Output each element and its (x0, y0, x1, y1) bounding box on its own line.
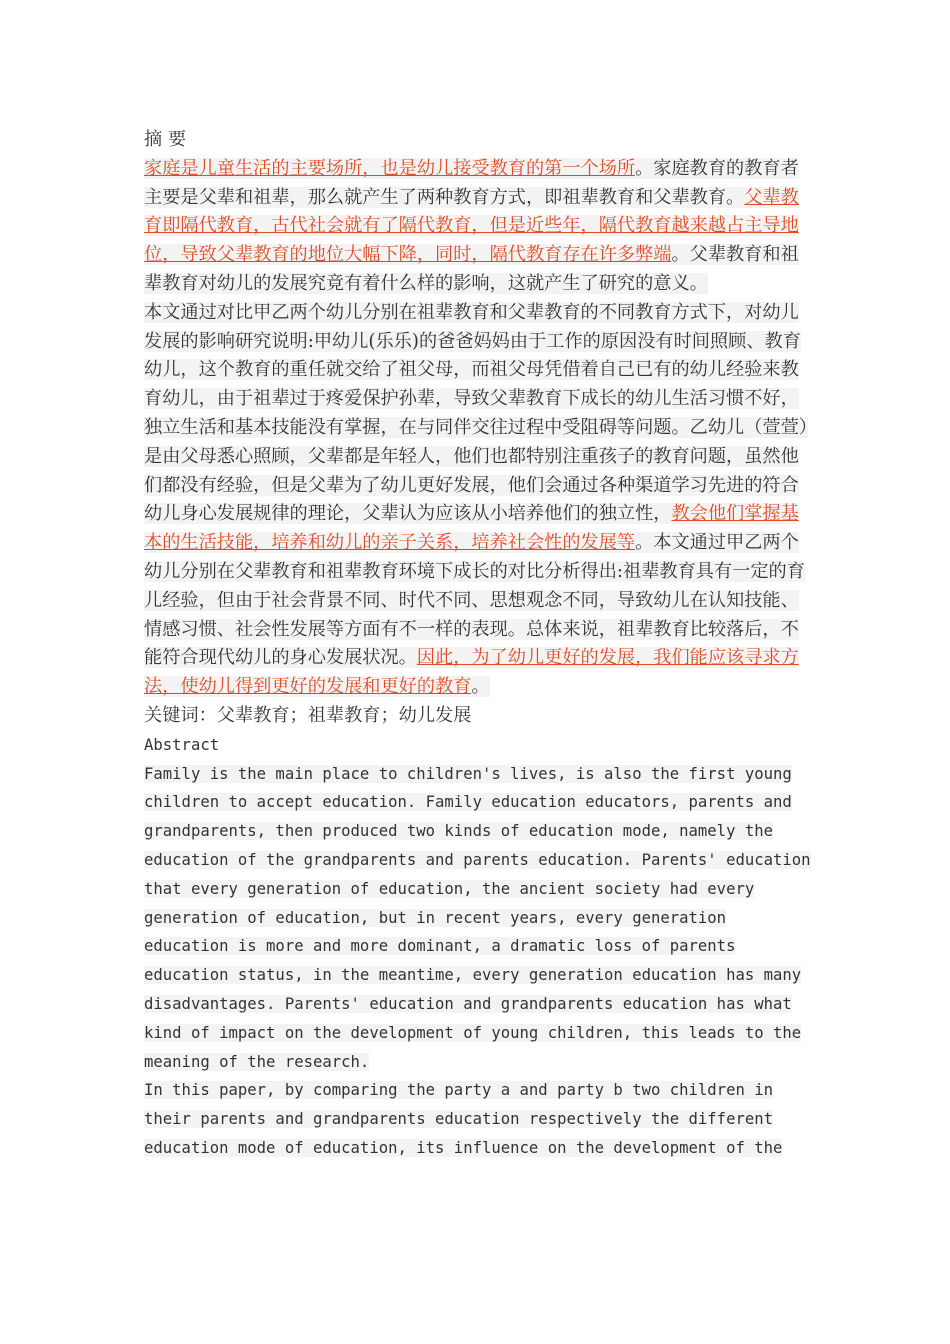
highlighted-text: 家庭是儿童生活的主要场所，也是幼儿接受教育的第一个场所 (144, 157, 636, 179)
english-abstract (144, 731, 816, 1163)
abstract-heading-cn: 摘 要 (144, 129, 187, 150)
document-body (144, 126, 816, 1163)
plain-text: 本文通过对比甲乙两个幼儿分别在祖辈教育和父辈教育的不同教育方式下，对幼儿发展的影响研究说明:甲幼儿(乐乐)的爸爸妈妈由于工作的原因没有时间照顾、教育幼儿，这个教育的重任就交给了祖父母，而祖父母凭借着自己已有的幼儿经验来教育幼儿，由于祖辈过于疼爱保护孙辈，导致父辈教育下成长的幼儿生活习惯不好，独立生活和基本技能没有掌握，在与同伴交往过程中受阻碍等问题。乙幼儿（萱萱）是由父母悉心照顾，父辈都是年轻人，他们也都特别注重孩子的教育问题，虽然他们都没有经验，但是父辈为了幼儿更好发展，他们会通过各种渠道学习先进的符合幼儿身心发展规律的理论，父辈认为应该从小培养他们的独立性， (144, 301, 808, 525)
abstract-heading-en: Abstract (144, 735, 220, 754)
plain-text: 。父辈教育和祖辈教育对幼儿的发展究竟有着什么样的影响，这就产生了研究的意义。 (144, 244, 799, 294)
plain-text: In this paper, by comparing the party a and party b two children in their parents and grandparents education respectively the different education mode of education, its influence on the development of the (144, 1081, 783, 1157)
plain-text: Family is the main place to children's lives, is also the first young children to accept education. Family education educators, parents and grandparents, then produced two kinds of education mode, namely the education of the grandparents and parents education. Parents' education that every generation of education, the ancient society had every generation of education, but in recent years, every generation education is more and more dominant, a dramatic loss of parents education status, in the meantime, every generation education has many disadvantages. Parents' education and grandparents education has what kind of impact on the development of young children, this leads to the meaning of the research. (144, 764, 811, 1071)
chinese-abstract (144, 126, 816, 731)
plain-text: 。家庭教育的教育者主要是父辈和祖辈，那么就产生了两种教育方式，即祖辈教育和父辈教育。 (144, 157, 799, 208)
abstract-paragraph-2-en (144, 1076, 816, 1162)
abstract-paragraph-1-cn (144, 155, 816, 299)
plain-text: 。 (471, 676, 490, 698)
highlighted-text: 教会他们掌握基本的生活技能，培养和幼儿的亲子关系，培养社会性的发展等 (144, 503, 799, 554)
abstract-paragraph-1-en (144, 760, 816, 1077)
plain-text: 。本文通过甲乙两个幼儿分别在父辈教育和祖辈教育环境下成长的对比分析得出:祖辈教育具有一定的育儿经验，但由于社会背景不同、时代不同、思想观念不同，导致幼儿在认知技能、情感习惯、社会性发展等方面有不一样的表现。总体来说，祖辈教育比较落后，不能符合现代幼儿的身心发展状况。 (144, 532, 805, 669)
highlighted-text: 父辈教育即隔代教育，古代社会就有了隔代教育，但是近些年，隔代教育越来越占主导地位，导致父辈教育的地位大幅下降，同时，隔代教育存在许多弊端 (144, 186, 799, 266)
highlighted-text: 因此，为了幼儿更好的发展，我们能应该寻求方法，使幼儿得到更好的发展和更好的教育 (144, 647, 799, 698)
abstract-paragraph-2-cn (144, 299, 816, 702)
keywords-cn: 关键词：父辈教育；祖辈教育；幼儿发展 (144, 704, 472, 726)
